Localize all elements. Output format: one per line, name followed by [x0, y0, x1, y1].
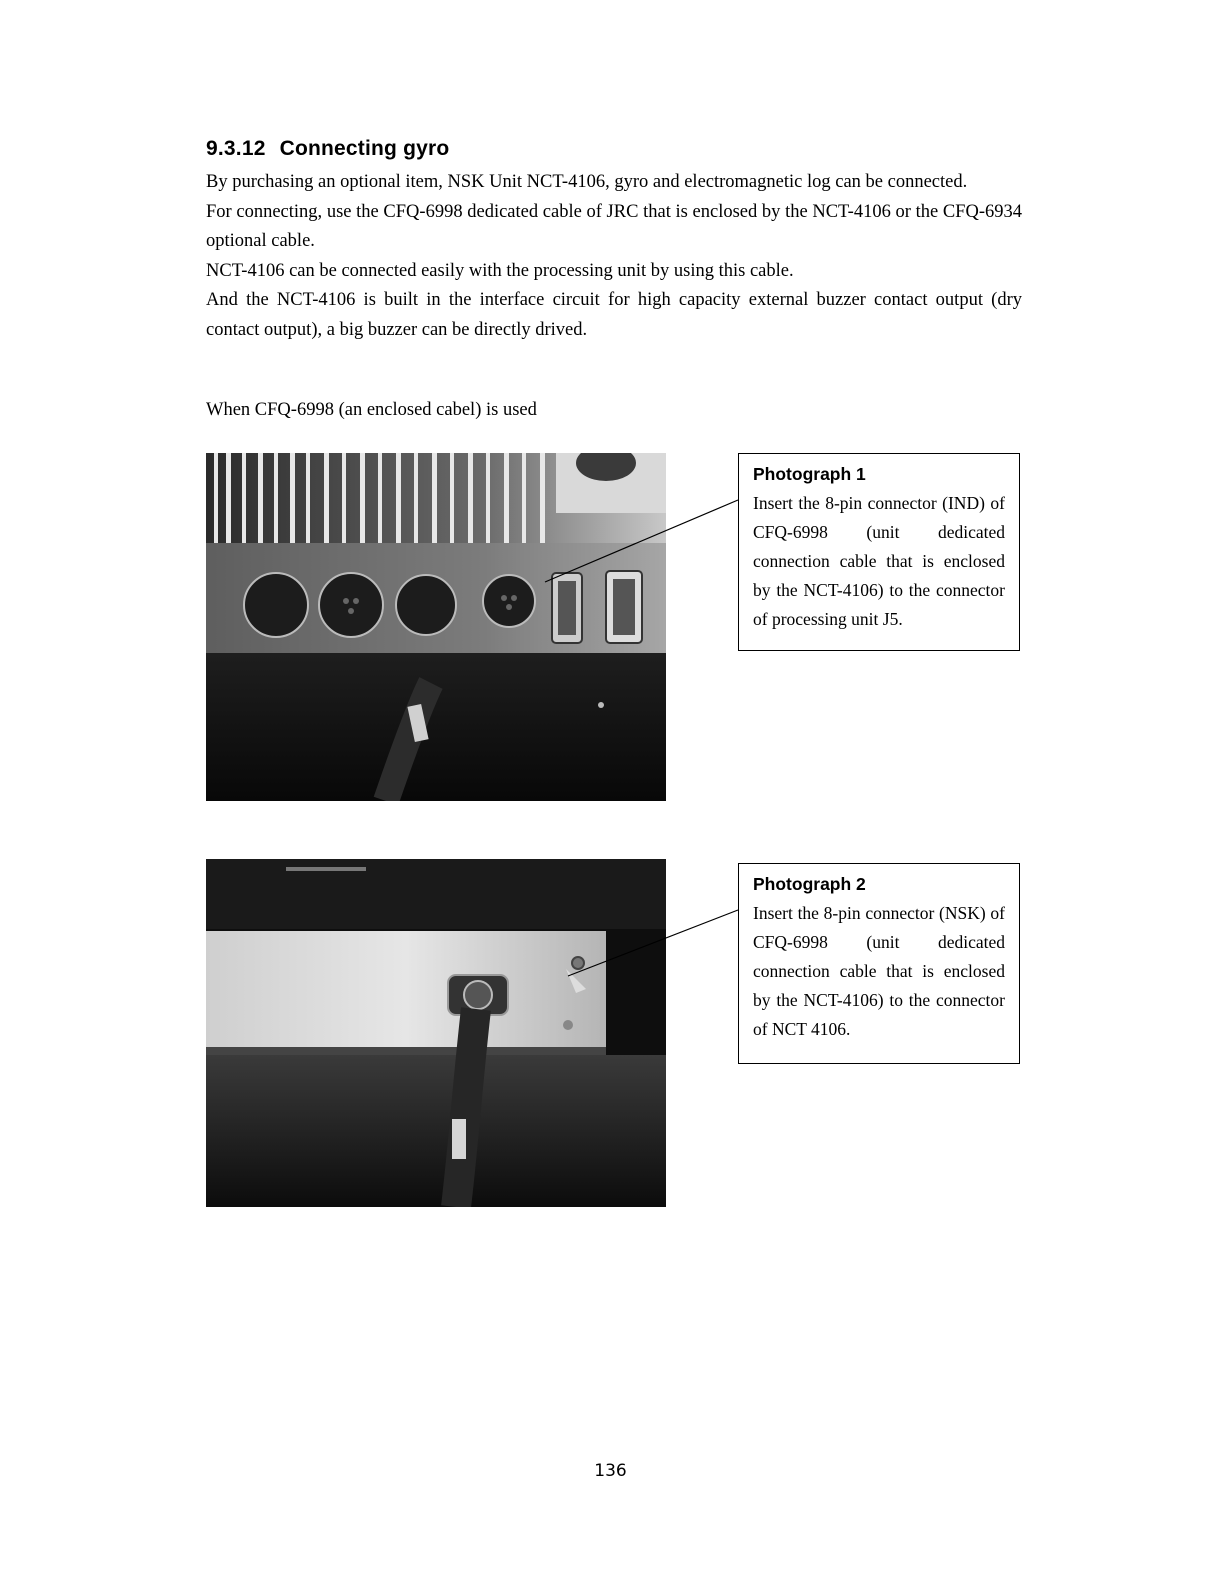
section-title: Connecting gyro [279, 137, 450, 160]
photograph-2-image [206, 859, 666, 1207]
photograph-1-text: Insert the 8-pin connector (IND) of CFQ-6998 (unit dedicated connection cable that is enclosed by the NCT-4106) to the connector of processing unit J5. [753, 493, 1005, 629]
section-heading [206, 137, 449, 161]
photograph-1-title: Photograph 1 [753, 464, 866, 484]
photograph-2-callout [738, 863, 1020, 1064]
photograph-1-image [206, 453, 666, 801]
intro-text [206, 168, 1022, 345]
photograph-1-callout [738, 453, 1020, 651]
paragraph: And the NCT-4106 is built in the interface circuit for high capacity external buzzer contact output (dry contact output), a big buzzer can be directly drived. [206, 290, 1022, 340]
photograph-2-text: Insert the 8-pin connector (NSK) of CFQ-6998 (unit dedicated connection cable that is enclosed by the NCT-4106) to the connector of NCT 4106. [753, 903, 1005, 1039]
photograph-2-title: Photograph 2 [753, 874, 866, 894]
page-number: 136 [594, 1461, 627, 1481]
paragraph: For connecting, use the CFQ-6998 dedicated cable of JRC that is enclosed by the NCT-4106 or the CFQ-6934 optional cable. [206, 201, 1022, 251]
paragraph: NCT-4106 can be connected easily with the processing unit by using this cable. [206, 260, 794, 281]
paragraph: By purchasing an optional item, NSK Unit NCT-4106, gyro and electromagnetic log can be connected. [206, 172, 968, 192]
lead-text: When CFQ-6998 (an enclosed cabel) is used [206, 400, 537, 420]
section-number: 9.3.12 [206, 137, 266, 160]
